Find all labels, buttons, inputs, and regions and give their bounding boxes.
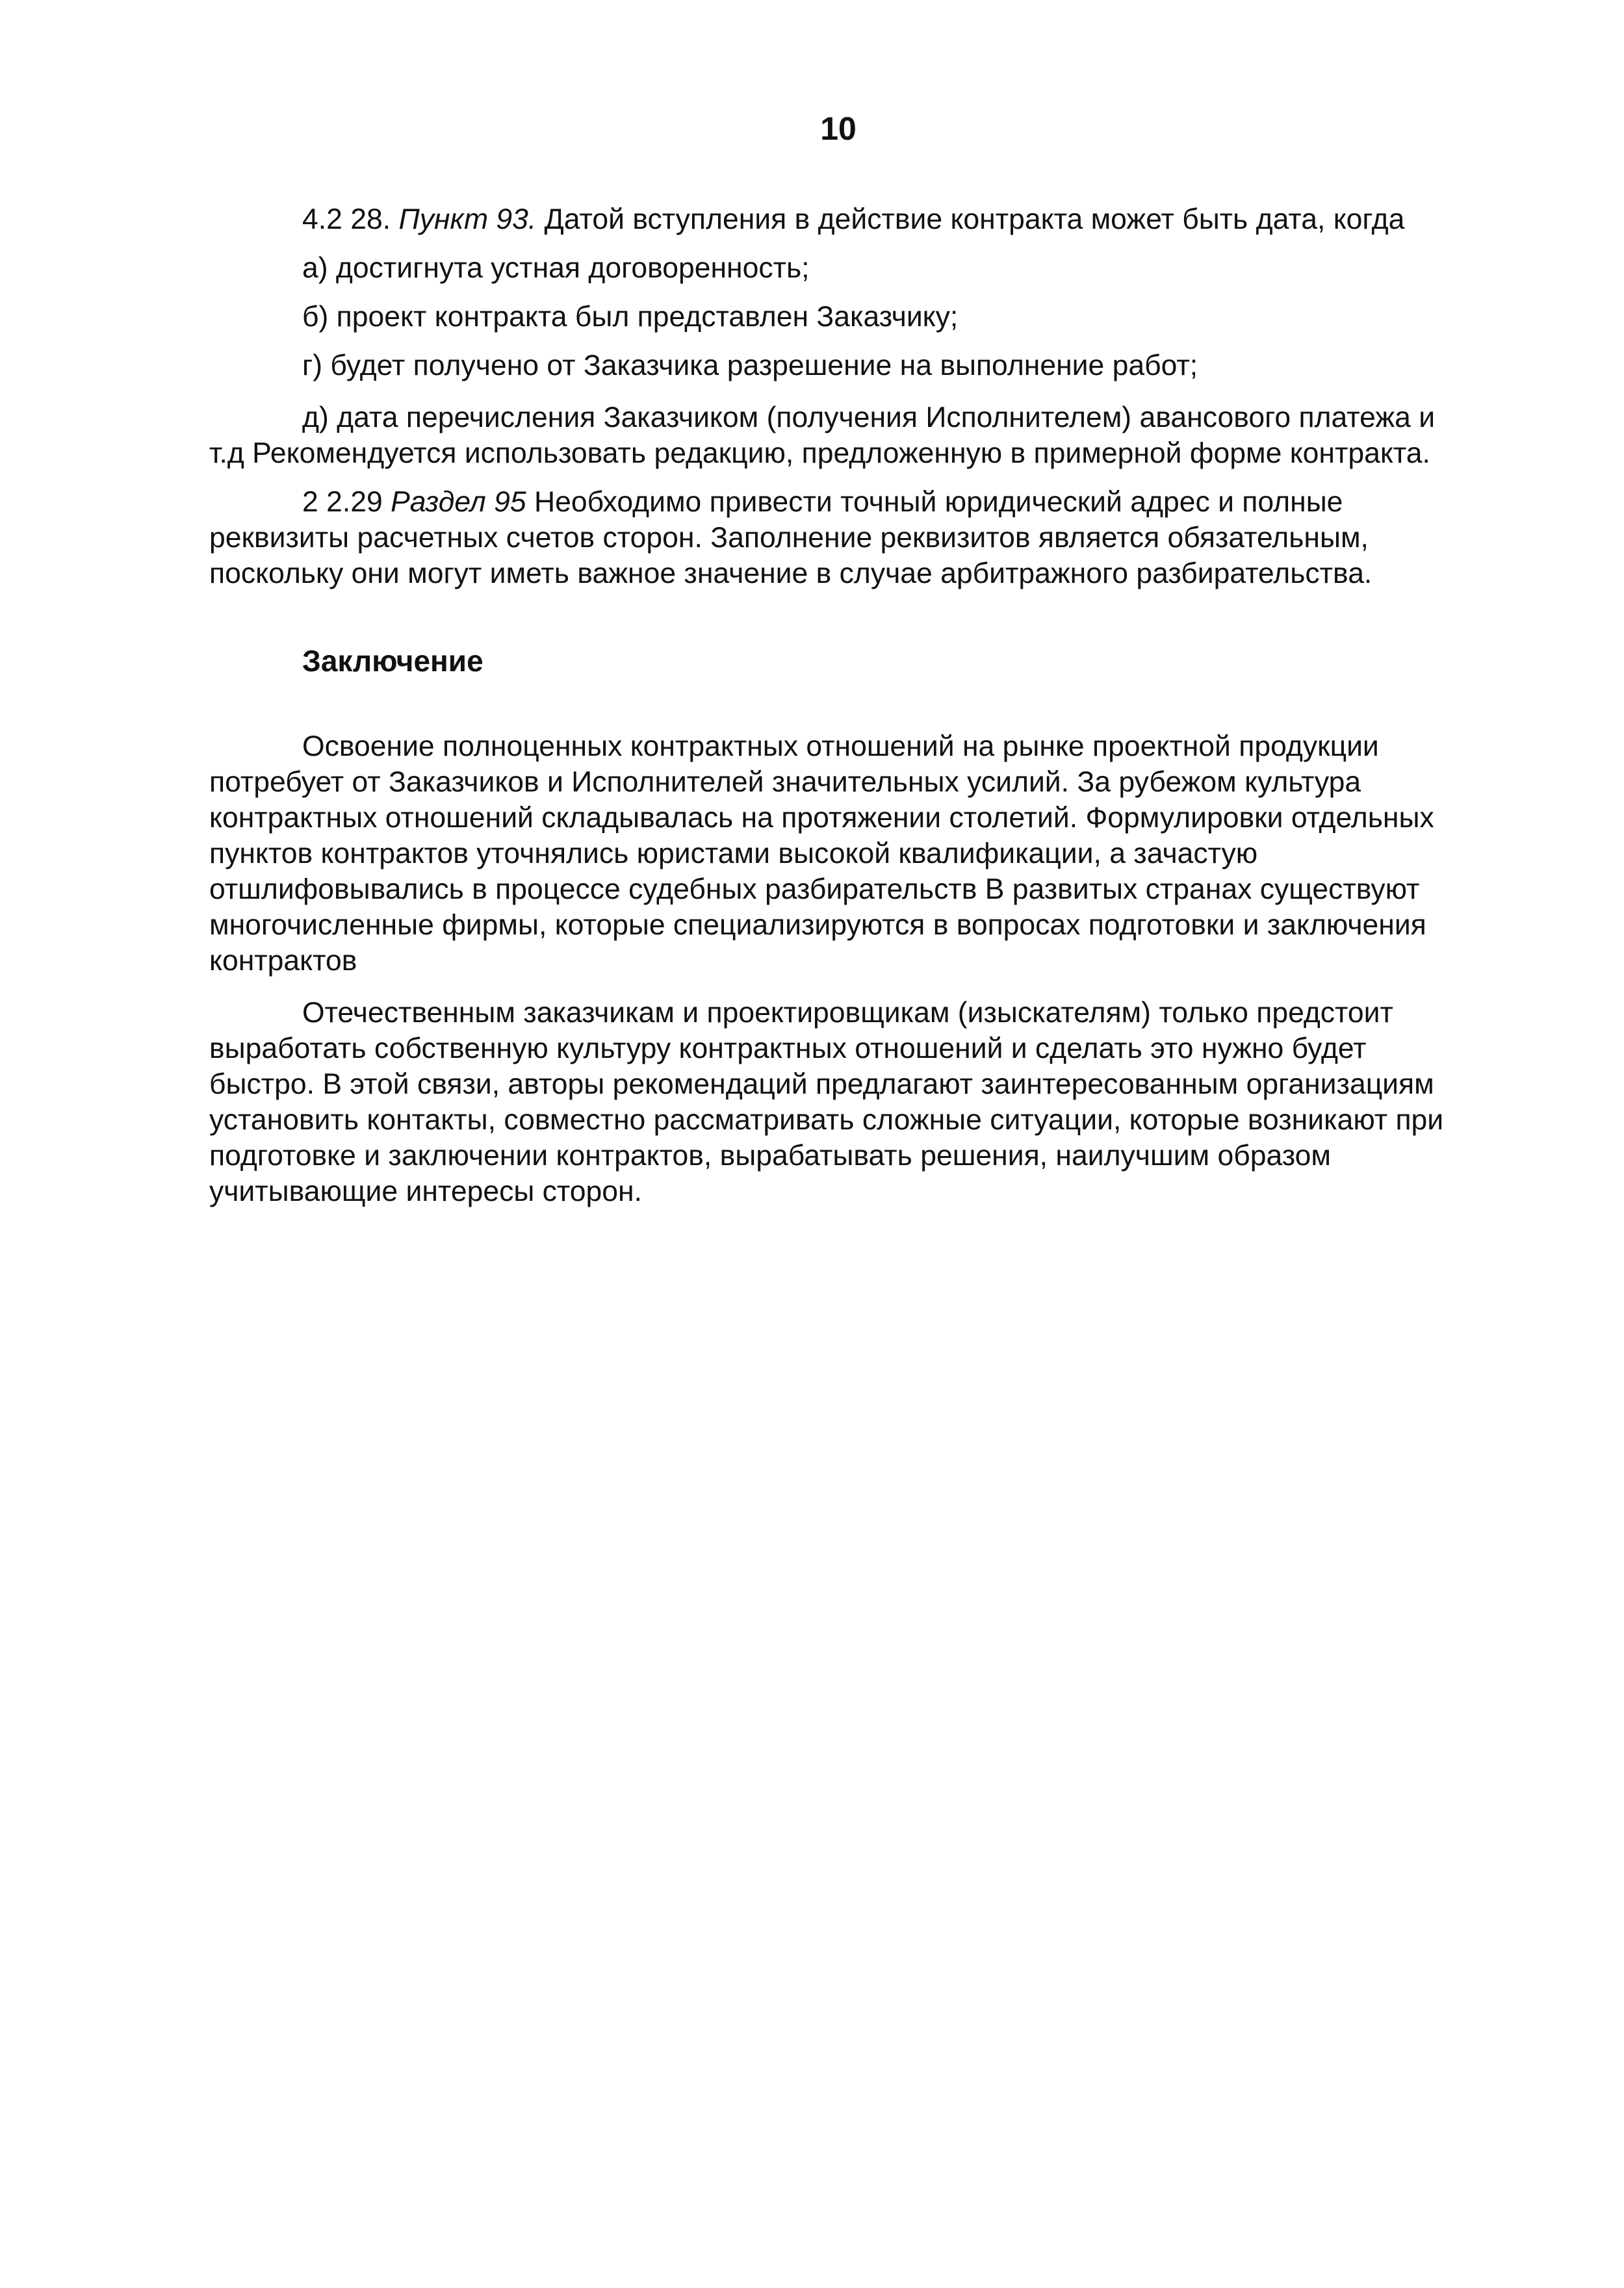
- section-heading: Заключение: [302, 644, 483, 678]
- item-number: 2 2.29: [302, 486, 383, 518]
- item-2-2-29: [209, 484, 1476, 591]
- item-text: Необходимо привести точный юридический адрес и полные реквизиты расчетных счетов сторон. Заполнение реквизитов является обязательным, поскольку они могут иметь важное значение в случае арбитражного разбирательства.: [209, 486, 1373, 589]
- list-item-b: б) проект контракта был представлен Заказчику;: [302, 301, 959, 333]
- list-item-g: г) будет получено от Заказчика разрешение на выполнение работ;: [302, 350, 1198, 381]
- item-text: Датой вступления в действие контракта может быть дата, когда: [544, 203, 1405, 235]
- page-content: [209, 201, 1476, 1209]
- item-number: 4.2 28.: [302, 203, 391, 235]
- item-reference: Раздел 95: [391, 486, 526, 518]
- list-item-a: а) достигнута устная договоренность;: [302, 252, 810, 284]
- item-reference: Пункт 93.: [398, 203, 537, 235]
- conclusion-paragraph: Отечественным заказчикам и проектировщикам (изыскателям) только предстоит выработать собственную культуру контрактных отношений и сделать это нужно будет быстро. В этой связи, авторы рекомендаций предлагают заинтересованным организациям установить контакты, совместно рассматривать сложные ситуации, которые возникают при подготовке и заключении контрактов, вырабатывать решения, наилучшим образом учитывающие интересы сторон.: [209, 997, 1444, 1207]
- page-number: 10: [820, 110, 857, 147]
- list-item-d: д) дата перечисления Заказчиком (получения Исполнителем) авансового платежа и т.д Рекомендуется использовать редакцию, предложенную в примерной форме контракта.: [209, 402, 1436, 469]
- conclusion-paragraph: Освоение полноценных контрактных отношений на рынке проектной продукции потребует от Заказчиков и Исполнителей значительных усилий. За рубежом культура контрактных отношений складывалась на протяжении столетий. Формулировки отдельных пунктов контрактов уточнялись юристами высокой квалификации, а зачастую отшлифовывались в процессе судебных разбирательств В развитых странах существуют многочисленные фирмы, которые специализируются в вопросах подготовки и заключения контрактов: [209, 730, 1434, 977]
- item-4-2-28: [209, 201, 1476, 237]
